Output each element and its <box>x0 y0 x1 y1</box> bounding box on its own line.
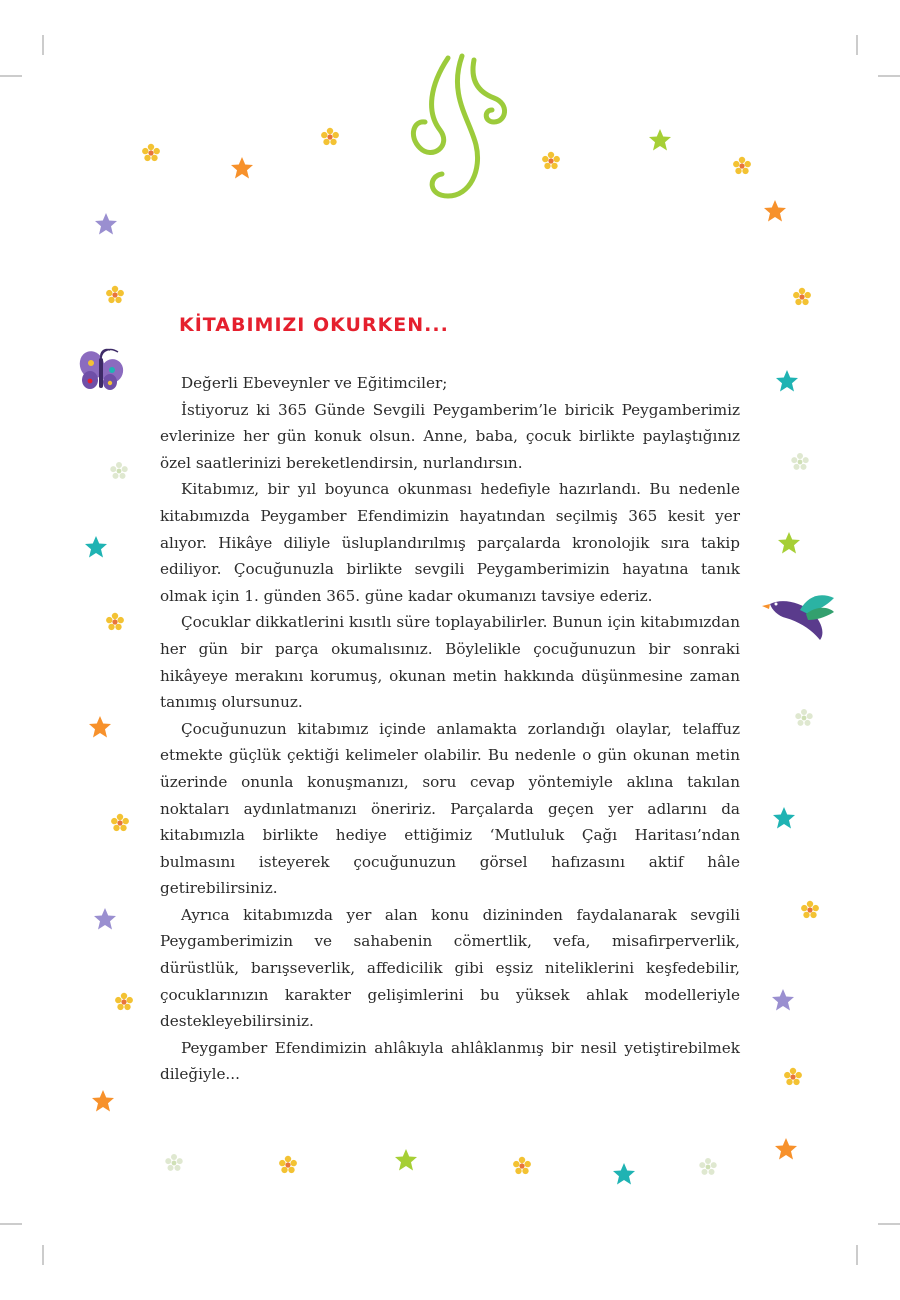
bird-illustration <box>762 595 834 640</box>
paragraph: Ayrıca kitabımızda yer alan konu dizininden faydalanarak sevgili Peygamberimizin ve sahabenin cömertlik, vefa, misafirperverlik, dürüstlük, barışseverlik, affedicilik gibi eşsiz niteliklerini keşfedebilir, çocuklarınızın karakter gelişimlerini bu yüksek ahlak modelleriyle destekleyebilirsiniz. <box>160 905 740 1031</box>
salutation: Değerli Ebeveynler ve Eğitimciler; <box>181 374 448 392</box>
page-title: KİTABIMIZI OKURKEN... <box>179 314 449 336</box>
body-text <box>160 370 740 1088</box>
paragraph: Çocuklar dikkatlerini kısıtlı süre toplayabilirler. Bunun için kitabımızdan her gün bir parça okumalısınız. Böylelikle çocuğunuzun bir sonraki hikâyeye merakını korumuş, okunan metin hakkında düşünmesine zaman tanımış olursunuz. <box>160 613 740 712</box>
butterfly-illustration <box>76 348 127 390</box>
paragraph: Peygamber Efendimizin ahlâkıyla ahlâklanmış bir nesil yetiştirebilmek dileğiyle... <box>160 1038 740 1084</box>
swirl-ornament <box>413 56 504 196</box>
paragraph: Çocuğunuzun kitabımız içinde anlamakta zorlandığı olaylar, telaffuz etmekte güçlük çektiği kelimeler olabilir. Bu nedenle o gün okunan metin üzerinde onunla konuşmanızı, soru cevap yöntemiyle aklına takılan noktaları aydınlatmanızı öneririz. Parçalarda geçen yer adlarını da kitabımızla birlikte hediye ettiğimiz ‘Mutluluk Çağı Haritası’ndan bulmasını isteyerek çocuğunuzun görsel hafızasını aktif hâle getirebilirsiniz. <box>160 719 740 898</box>
paragraph: İstiyoruz ki 365 Günde Sevgili Peygamberim’le biricik Peygamberimiz evlerinize her gün konuk olsun. Anne, baba, çocuk birlikte paylaştığınız özel saatlerinizi bereketlendirsin, nurlandırsın. <box>160 400 740 472</box>
paragraph: Kitabımız, bir yıl boyunca okunması hedefiyle hazırlandı. Bu nedenle kitabımızda Peygamber Efendimizin hayatından seçilmiş 365 kesit yer alıyor. Hikâye diliyle üsluplandırılmış parçalarda kronolojik sıra takip ediliyor. Çocuğunuzla birlikte sevgili Peygamberimizin hayatına tanık olmak için 1. günden 365. güne kadar okumanızı tavsiye ederiz. <box>160 480 740 605</box>
